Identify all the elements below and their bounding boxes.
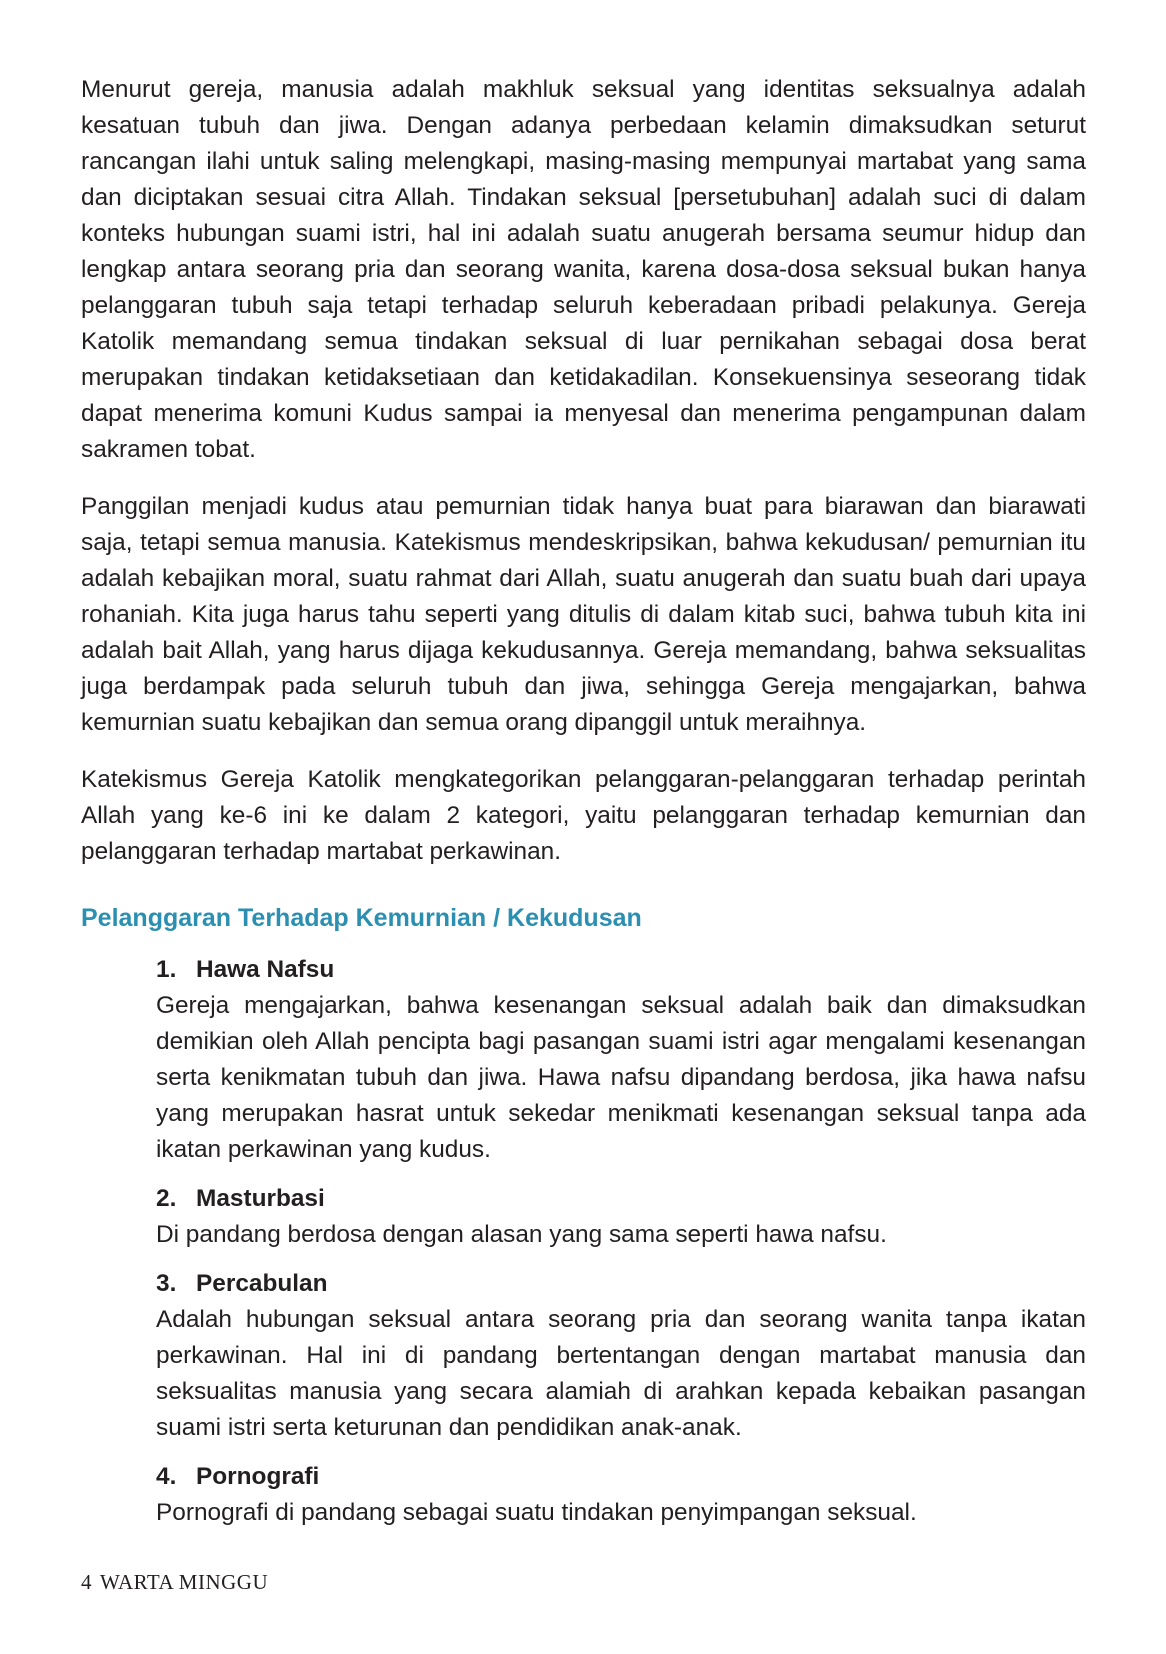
item-body: Adalah hubungan seksual antara seorang pria dan seorang wanita tanpa ikatan perkawinan. Hal ini di pandang bertentangan dengan martabat manusia dan seksualitas manusia yang secara alamiah di arahkan kepada kebaikan pasangan suami istri serta keturunan dan pendidikan anak-anak. [156,1306,1086,1441]
item-title [156,1181,1086,1217]
body-paragraph-3: Katekismus Gereja Katolik mengkategorikan pelanggaran-pelanggaran terhadap perintah Allah yang ke-6 ini ke dalam 2 kategori, yaitu pelanggaran terhadap kemurnian dan pelanggaran terhadap martabat perkawinan. [81,766,1086,865]
list-item [156,1459,1086,1531]
item-number: 1. [156,956,177,983]
page-number: 4 [81,1570,92,1594]
item-title [156,952,1086,988]
item-title-text: Masturbasi [196,1185,325,1212]
list-item [156,1181,1086,1253]
item-number: 4. [156,1463,177,1490]
item-title-text: Pornografi [196,1463,320,1490]
item-number: 2. [156,1185,177,1212]
item-title [156,1459,1086,1495]
page-footer [81,1570,268,1595]
item-body: Pornografi di pandang sebagai suatu tindakan penyimpangan seksual. [156,1499,917,1526]
item-title-text: Hawa Nafsu [196,956,335,983]
section-heading: Pelanggaran Terhadap Kemurnian / Kekudusan [81,904,642,932]
violations-list [156,952,1086,1531]
list-item [156,952,1086,1168]
body-paragraph-2: Panggilan menjadi kudus atau pemurnian tidak hanya buat para biarawan dan biarawati saja, tetapi semua manusia. Katekismus mendeskripsikan, bahwa kekudusan/ pemurnian itu adalah kebajikan moral, suatu rahmat dari Allah, suatu anugerah dan suatu buah dari upaya rohaniah. Kita juga harus tahu seperti yang ditulis di dalam kitab suci, bahwa tubuh kita ini adalah bait Allah, yang harus dijaga kekudusannya. Gereja memandang, bahwa seksualitas juga berdampak pada seluruh tubuh dan jiwa, sehingga Gereja mengajarkan, bahwa kemurnian suatu kebajikan dan semua orang dipanggil untuk meraihnya. [81,493,1086,736]
list-item [156,1266,1086,1446]
document-page [81,72,1086,1544]
item-title-text: Percabulan [196,1270,328,1297]
item-number: 3. [156,1270,177,1297]
item-body: Di pandang berdosa dengan alasan yang sama seperti hawa nafsu. [156,1221,887,1248]
item-title [156,1266,1086,1302]
body-paragraph-1: Menurut gereja, manusia adalah makhluk seksual yang identitas seksualnya adalah kesatuan tubuh dan jiwa. Dengan adanya perbedaan kelamin dimaksudkan seturut rancangan ilahi untuk saling melengkapi, masing-masing mempunyai martabat yang sama dan diciptakan sesuai citra Allah. Tindakan seksual [persetubuhan] adalah suci di dalam konteks hubungan suami istri, hal ini adalah suatu anugerah bersama seumur hidup dan lengkap antara seorang pria dan seorang wanita, karena dosa-dosa seksual bukan hanya pelanggaran tubuh saja tetapi terhadap seluruh keberadaan pribadi pelakunya. Gereja Katolik memandang semua tindakan seksual di luar pernikahan sebagai dosa berat merupakan tindakan ketidaksetiaan dan ketidakadilan. Konsekuensinya seseorang tidak dapat menerima komuni Kudus sampai ia menyesal dan menerima pengampunan dalam sakramen tobat. [81,76,1086,463]
publication-name: WARTA MINGGU [100,1570,269,1594]
item-body: Gereja mengajarkan, bahwa kesenangan seksual adalah baik dan dimaksudkan demikian oleh Allah pencipta bagi pasangan suami istri agar mengalami kesenangan serta kenikmatan tubuh dan jiwa. Hawa nafsu dipandang berdosa, jika hawa nafsu yang merupakan hasrat untuk sekedar menikmati kesenangan seksual tanpa ada ikatan perkawinan yang kudus. [156,992,1086,1163]
